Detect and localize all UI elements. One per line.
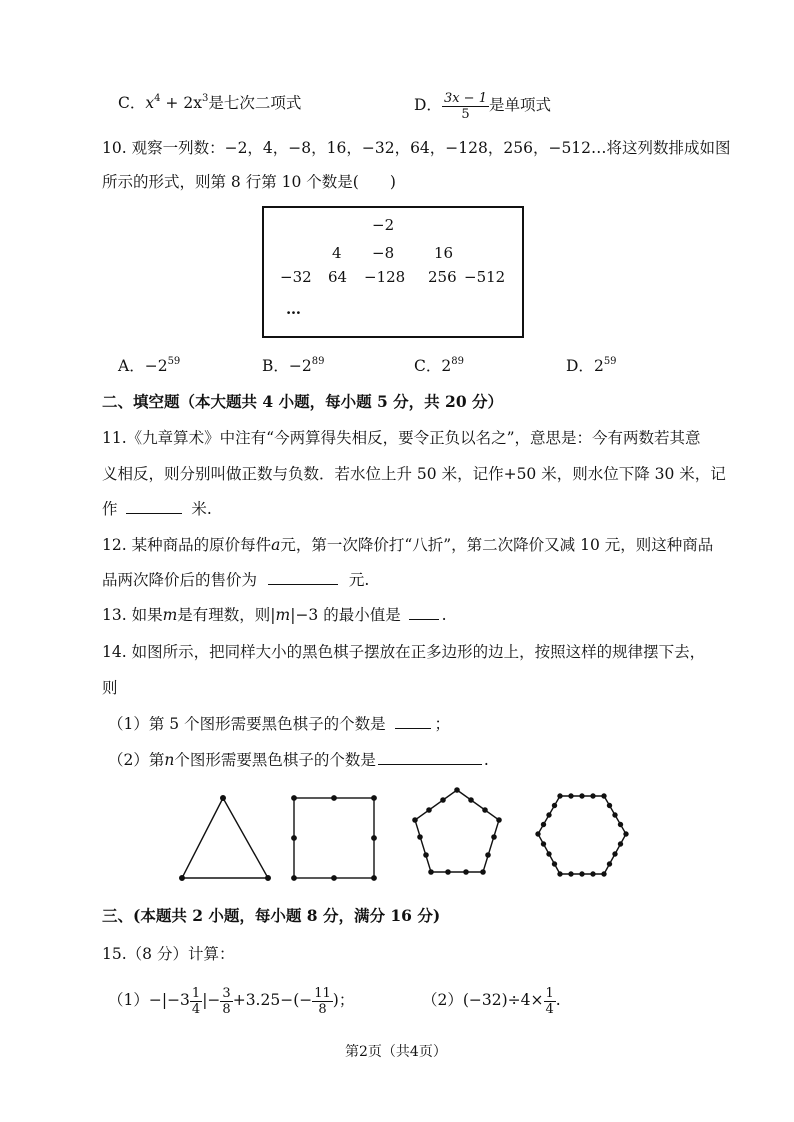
math-var: m [162, 606, 178, 624]
grid-cell: 256 [428, 268, 457, 286]
polygon-figures [0, 784, 794, 894]
option-label: C． [414, 357, 442, 375]
answer-blank[interactable] [378, 750, 482, 765]
q14-sub1 [108, 714, 450, 734]
square-figure [292, 796, 376, 880]
option-label: A． [118, 357, 145, 375]
text: （2）(−32)÷4× [422, 991, 544, 1009]
text: 元，第一次降价打“八折”，第二次降价又减 10 元，则这种商品 [280, 536, 714, 554]
text: 13. 如果 [102, 606, 163, 624]
triangle-figure [180, 796, 271, 881]
q10-option-c [414, 356, 464, 376]
option-label: D． [566, 357, 594, 375]
text: 米. [191, 500, 212, 518]
exponent: 3 [201, 93, 209, 104]
option-label: D． [414, 96, 442, 114]
fraction-denominator: 8 [222, 1001, 231, 1017]
fraction-numerator: 3 [222, 985, 231, 1001]
q9-option-d [414, 88, 551, 122]
text: （1）第 5 个图形需要黑色棋子的个数是 [108, 715, 386, 733]
fraction [190, 986, 202, 1017]
q12-line2 [102, 570, 369, 590]
exponent: 59 [603, 356, 617, 367]
math-var: x [145, 94, 155, 112]
q10-option-a [118, 356, 180, 376]
text: )； [332, 991, 355, 1009]
grid-cell: −32 [280, 268, 312, 286]
option-base: −2 [144, 357, 168, 375]
q14-line2: 则 [102, 679, 118, 697]
text: （1）−|−3 [108, 991, 190, 1009]
fraction [544, 986, 556, 1017]
answer-blank[interactable] [409, 605, 439, 620]
q10-option-d [566, 356, 617, 376]
math-var: m [275, 606, 291, 624]
fraction-denominator: 4 [545, 1001, 554, 1017]
pentagon-figure [413, 788, 501, 874]
math-var: a [271, 536, 281, 554]
text: 是有理数，则| [177, 606, 276, 624]
section-2-heading: 二、填空题（本大题共 4 小题，每小题 5 分，共 20 分） [102, 392, 504, 411]
option-label: C． [118, 94, 146, 112]
grid-cell: 64 [328, 268, 348, 286]
number-grid [262, 206, 524, 338]
exponent: 89 [311, 356, 325, 367]
text: ； [434, 715, 451, 733]
fraction [312, 986, 333, 1017]
option-base: 2 [593, 357, 604, 375]
option-base: 2 [441, 357, 452, 375]
page-footer: 第2页（共4页） [345, 1044, 447, 1060]
text: 品两次降价后的售价为 [102, 571, 258, 589]
math-var: n [164, 751, 175, 769]
answer-blank[interactable] [395, 714, 431, 729]
section-3-heading: 三、(本题共 2 小题，每小题 8 分，满分 16 分) [102, 906, 441, 925]
q11-line2: 义相反，则分别叫做正数与负数．若水位上升 50 米，记作+50 米，则水位下降 30 米，记 [102, 465, 726, 483]
grid-cell: 4 [332, 244, 342, 262]
text: +3.25−(− [232, 991, 313, 1009]
fraction-denominator: 4 [191, 1001, 201, 1017]
q10-line2: 所示的形式，则第 8 行第 10 个数是( ) [102, 173, 396, 191]
text: . [555, 991, 561, 1009]
q11-line3 [102, 499, 212, 519]
fraction-numerator: 1 [545, 985, 554, 1001]
answer-blank[interactable] [268, 570, 338, 585]
fraction-numerator: 11 [314, 985, 331, 1001]
q14-line1: 14. 如图所示，把同样大小的黑色棋子摆放在正多边形的边上，按照这样的规律摆下去， [102, 643, 706, 661]
fraction [220, 986, 232, 1017]
q10-option-b [262, 356, 324, 376]
q9-option-c [118, 93, 301, 113]
fraction-denominator: 5 [461, 106, 470, 122]
text: 元. [348, 571, 370, 589]
option-base: −2 [288, 357, 312, 375]
math-term: + 2x [160, 94, 202, 112]
text: 作 [102, 500, 118, 518]
grid-cell: 16 [434, 244, 454, 262]
q15-part2 [422, 980, 561, 1020]
q15-title: 15.（8 分）计算： [102, 945, 235, 963]
option-text: 是单项式 [488, 96, 551, 114]
fraction-denominator: 8 [318, 1001, 327, 1017]
fraction-numerator: 1 [191, 985, 201, 1001]
fraction [442, 91, 489, 122]
text: 12. 某种商品的原价每件 [102, 536, 272, 554]
text: . [441, 606, 447, 624]
q10-line1: 10. 观察一列数：−2，4，−8，16，−32，64，−128，256，−512…将这列数排成如图 [102, 139, 731, 157]
text: （2）第 [108, 751, 165, 769]
hexagon-figure [536, 794, 628, 876]
q15-part1 [108, 980, 354, 1020]
text: 个图形需要黑色棋子的个数是 [174, 751, 376, 769]
option-text: 是七次二项式 [208, 94, 302, 112]
grid-cell: −128 [364, 268, 406, 286]
answer-blank[interactable] [126, 499, 182, 514]
exponent: 89 [451, 356, 464, 367]
text: |−3 的最小值是 [290, 606, 401, 624]
grid-cell: −2 [372, 216, 395, 234]
fraction-numerator: 3x − 1 [443, 90, 487, 106]
grid-ellipsis: … [286, 300, 301, 318]
q12-line1 [102, 535, 713, 555]
q14-sub2 [108, 750, 489, 770]
q13-line [102, 605, 447, 625]
q11-line1: 11.《九章算术》中注有“今两算得失相反，要令正负以名之”，意思是：今有两数若其意 [102, 429, 701, 447]
exponent: 59 [167, 356, 181, 367]
exponent: 4 [154, 93, 161, 104]
text: |− [202, 991, 221, 1009]
option-label: B． [262, 357, 289, 375]
text: . [483, 751, 489, 769]
grid-cell: −512 [464, 268, 506, 286]
grid-cell: −8 [372, 244, 395, 262]
